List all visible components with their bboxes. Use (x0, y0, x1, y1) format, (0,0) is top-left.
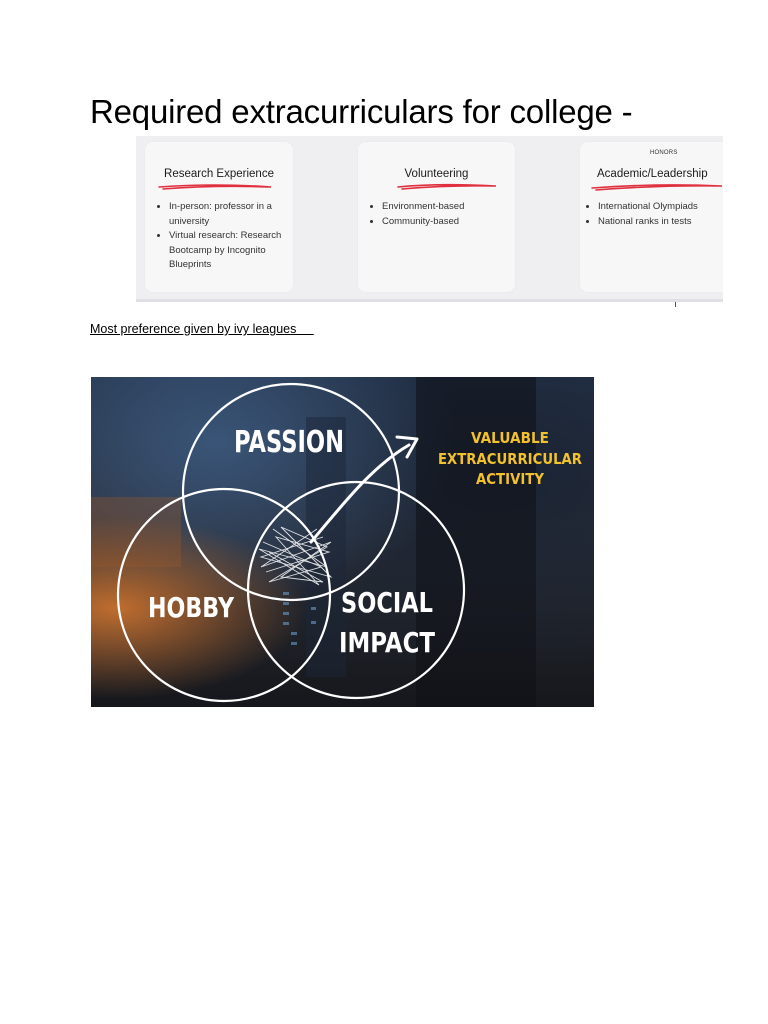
venn-diagram-svg (91, 377, 594, 707)
label-social: SOCIAL (341, 586, 434, 619)
card-volunteering (358, 142, 515, 292)
list-item: • Virtual research: Research Bootcamp by Incognito Blueprints (169, 229, 293, 273)
card-heading: Volunteering (404, 168, 469, 180)
label-extracurricular: EXTRACURRICULAR (438, 450, 583, 468)
list-item: • Community-based (382, 215, 464, 230)
extracurricular-cards-image (136, 136, 723, 302)
venn-diagram-image (91, 377, 594, 707)
list-item: • International Olympiads (598, 200, 698, 215)
list-item: • Environment-based (382, 200, 464, 215)
label-activity: ACTIVITY (476, 470, 546, 488)
subtitle-underlined-text: Most preference given by ivy leagues (90, 322, 314, 336)
card-academic-leadership (580, 142, 723, 292)
card-bullet-list (159, 200, 293, 273)
label-hobby: HOBBY (148, 591, 235, 624)
red-underline-decoration (358, 182, 515, 194)
label-valuable: VALUABLE (471, 429, 549, 447)
label-impact: IMPACT (339, 626, 435, 659)
card-bullet-list (588, 200, 698, 229)
circle-passion (183, 384, 399, 600)
card-heading: Research Experience (164, 168, 274, 180)
card-bullet-list (372, 200, 464, 229)
red-underline-decoration (145, 182, 293, 194)
card-tag: HONORS (650, 150, 678, 156)
page-title: Required extracurriculars for college - (90, 93, 633, 130)
stray-mark (675, 302, 676, 307)
card-heading: Academic/Leadership (597, 168, 708, 180)
label-passion: PASSION (234, 425, 344, 460)
list-item: • In-person: professor in a university (169, 200, 293, 229)
red-underline-decoration (580, 182, 723, 194)
card-research-experience (145, 142, 293, 292)
list-item: • National ranks in tests (598, 215, 698, 230)
